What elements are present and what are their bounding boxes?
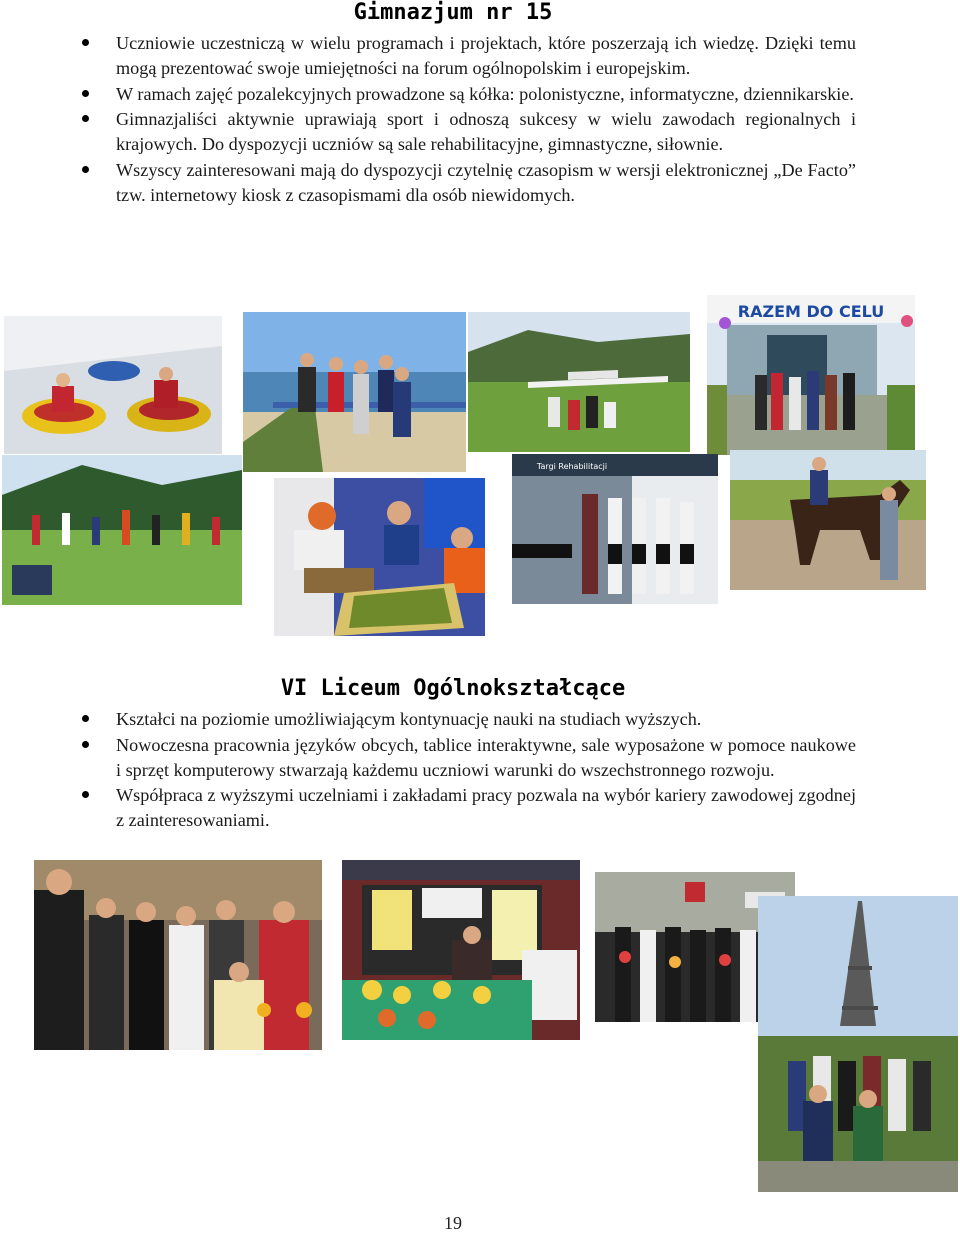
photo-chess-game xyxy=(274,478,485,636)
bullet-icon xyxy=(82,791,89,798)
list-item: W ramach zajęć pozalekcyjnych prowadzone są kółka: polonistyczne, informatyczne, dziennikarskie. xyxy=(80,82,856,107)
list-item: Gimnazjaliści aktywnie uprawiają sport i odnoszą sukcesy w wielu zawodach regionalnych i krajowych. Do dyspozycji uczniów są sale rehabilitacyjne, gimnastyczne, siłownie. xyxy=(80,107,856,157)
photo-eiffel-tower-trip xyxy=(758,896,958,1192)
bullet-icon xyxy=(82,166,89,173)
targi-sign: Targi Rehabilitacji xyxy=(536,462,608,471)
list-item: Nowoczesna pracownia języków obcych, tablice interaktywne, sale wyposażone w pomoce naukowe i sprzęt komputerowy stwarzają każdemu uczniowi warunki do wszechstronnego rozwoju. xyxy=(80,733,856,783)
section-title-gimnazjum: Gimnazjum nr 15 xyxy=(353,0,553,25)
photo-horse-riding xyxy=(730,450,926,590)
bullet-icon xyxy=(82,741,89,748)
bullet-icon xyxy=(82,90,89,97)
liceum-bullet-list xyxy=(80,707,856,834)
bullet-icon xyxy=(82,715,89,722)
photo-razem-do-celu-building xyxy=(707,295,915,455)
page-number: 19 xyxy=(444,1213,462,1233)
photo-snow-tubing xyxy=(4,316,222,454)
list-item: Uczniowie uczestniczą w wielu programach i projektach, które poszerzają ich wiedzę. Dzięki temu mogą prezentować swoje umiejętności na forum ogólnopolskim i europejskim. xyxy=(80,31,856,81)
photo-exhibition-table xyxy=(342,860,580,1040)
photo-seaside-group xyxy=(243,312,466,472)
photo-glider-airfield xyxy=(468,312,690,452)
list-item: Kształci na poziomie umożliwiającym kontynuację nauki na studiach wyższych. xyxy=(80,707,856,732)
section-title-liceum: VI Liceum Ogólnokształcące xyxy=(280,676,626,701)
bullet-icon xyxy=(82,39,89,46)
bullet-icon xyxy=(82,115,89,122)
list-item: Wszyscy zainteresowani mają do dyspozycji czytelnię czasopism w wersji elektronicznej „De Facto” tzw. internetowy kiosk z czasopismami dla osób niewidomych. xyxy=(80,158,856,208)
razem-do-celu-sign: RAZEM DO CELU xyxy=(737,302,885,321)
photo-group-with-flowers xyxy=(34,860,322,1050)
photo-mountain-meadow xyxy=(2,455,242,605)
list-item: Współpraca z wyższymi uczelniami i zakładami pracy pozwala na wybór kariery zawodowej zgodnej z zainteresowaniami. xyxy=(80,783,856,833)
photo-targi-stage xyxy=(512,454,718,604)
gimnazjum-bullet-list xyxy=(80,31,856,209)
